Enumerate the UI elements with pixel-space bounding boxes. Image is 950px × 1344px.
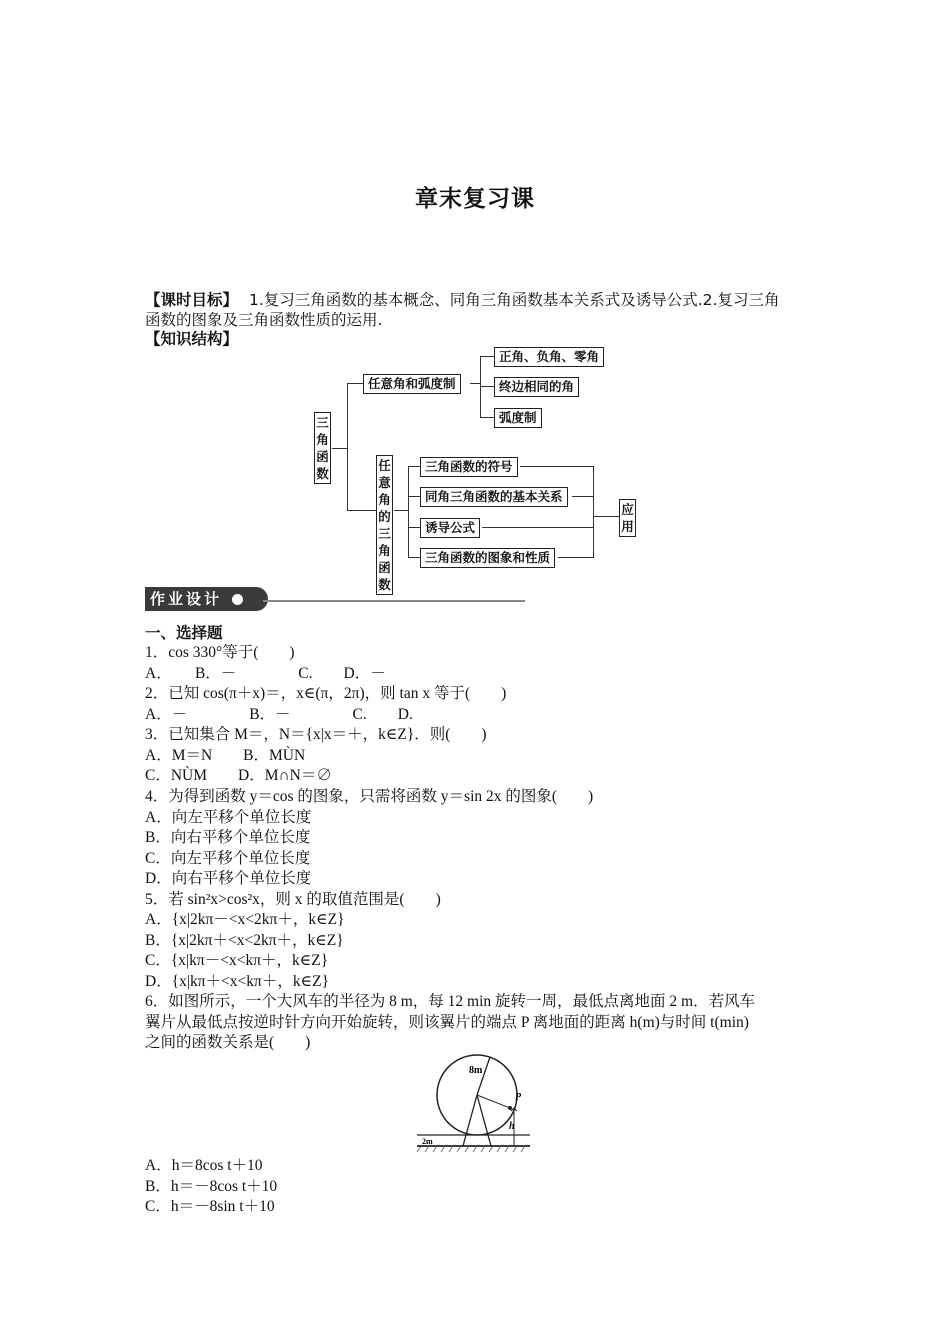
answer-line: B．h＝－8cos t＋10 (145, 1178, 278, 1195)
question-line: 2．已知 cos(π＋x)＝，x∈(π，2π)，则 tan x 等于( ) (145, 685, 507, 702)
diagram-branch-2-item: 诱导公式 (420, 518, 480, 538)
question-line: C．NÙM D．M∩N＝∅ (145, 767, 332, 784)
answer-line: C．h＝－8sin t＋10 (145, 1198, 275, 1215)
diagram-root: 三角函数 (314, 412, 331, 484)
figure-point-label: P (515, 1092, 522, 1103)
page-title: 章末复习课 (415, 186, 535, 212)
question-line: 之间的函数关系是( ) (145, 1034, 311, 1051)
question-line: A．M＝N B．MÙN (145, 747, 306, 764)
figure-radius-label: 8m (469, 1065, 483, 1076)
question-line: B．{x|2kπ＋<x<2kπ＋，k∈Z} (145, 932, 344, 949)
objective-line (145, 290, 779, 310)
question-line: 5．若 sin²x>cos²x，则 x 的取值范围是( ) (145, 891, 441, 908)
question-line: 翼片从最低点按逆时针方向开始旋转，则该翼片的端点 P 离地面的距离 h(m)与时间 t(min) (145, 1014, 749, 1031)
question-line: D．{x|kπ＋<x<kπ＋，k∈Z} (145, 973, 330, 990)
objective-text: 1.复习三角函数的基本概念、同角三角函数基本关系式及诱导公式.2.复习三角 (248, 291, 780, 309)
question-line: A．向左平移个单位长度 (145, 809, 312, 826)
question-line: C．{x|kπ－<x<kπ＋，k∈Z} (145, 952, 329, 969)
diagram-branch-2: 任意角的三角函数 (376, 455, 393, 595)
question-line: A．－ B．－ C. D. (145, 706, 413, 723)
windmill-figure (415, 1053, 535, 1155)
homework-banner (145, 587, 268, 611)
diagram-branch-2-item: 三角函数的图象和性质 (420, 548, 555, 568)
question-line: 3．已知集合 M＝，N＝{x|x＝＋，k∈Z}．则( ) (145, 726, 487, 743)
figure-ground-label: 2m (422, 1137, 433, 1146)
question-line: 6．如图所示，一个大风车的半径为 8 m，每 12 min 旋转一周，最低点离地面 2 m．若风车 (145, 993, 756, 1010)
diagram-branch-1: 任意角和弧度制 (363, 374, 461, 394)
diagram-branch-1-item: 终边相同的角 (494, 377, 579, 397)
knowledge-tag: 【知识结构】 (145, 330, 239, 348)
diagram-branch-2-item: 三角函数的符号 (420, 457, 518, 477)
question-line: A．{x|2kπ－<x<2kπ＋，k∈Z} (145, 911, 345, 928)
question-line: 1．cos 330°等于( ) (145, 644, 295, 661)
question-line: A． B．－ C. D．－ (145, 665, 386, 682)
banner-divider (263, 600, 525, 602)
objective-tag: 【课时目标】 (145, 291, 239, 309)
figure-height-label: h (509, 1121, 515, 1132)
question-line: D．向右平移个单位长度 (145, 870, 312, 887)
section-heading: 一、选择题 (145, 624, 223, 642)
question-line: C．向左平移个单位长度 (145, 850, 311, 867)
answer-line: A．h＝8cos t＋10 (145, 1157, 263, 1174)
banner-label: 作业设计 (150, 590, 223, 608)
question-line: 4．为得到函数 y＝cos 的图象，只需将函数 y＝sin 2x 的图象( ) (145, 788, 594, 805)
objective-line-2: 函数的图象及三角函数性质的运用. (145, 311, 383, 329)
diagram-apply: 应用 (619, 499, 636, 537)
diagram-branch-1-item: 弧度制 (494, 408, 542, 428)
diagram-branch-2-item: 同角三角函数的基本关系 (420, 487, 568, 507)
circle-icon (232, 594, 243, 605)
question-line: B．向右平移个单位长度 (145, 829, 311, 846)
diagram-branch-1-item: 正角、负角、零角 (494, 347, 604, 367)
